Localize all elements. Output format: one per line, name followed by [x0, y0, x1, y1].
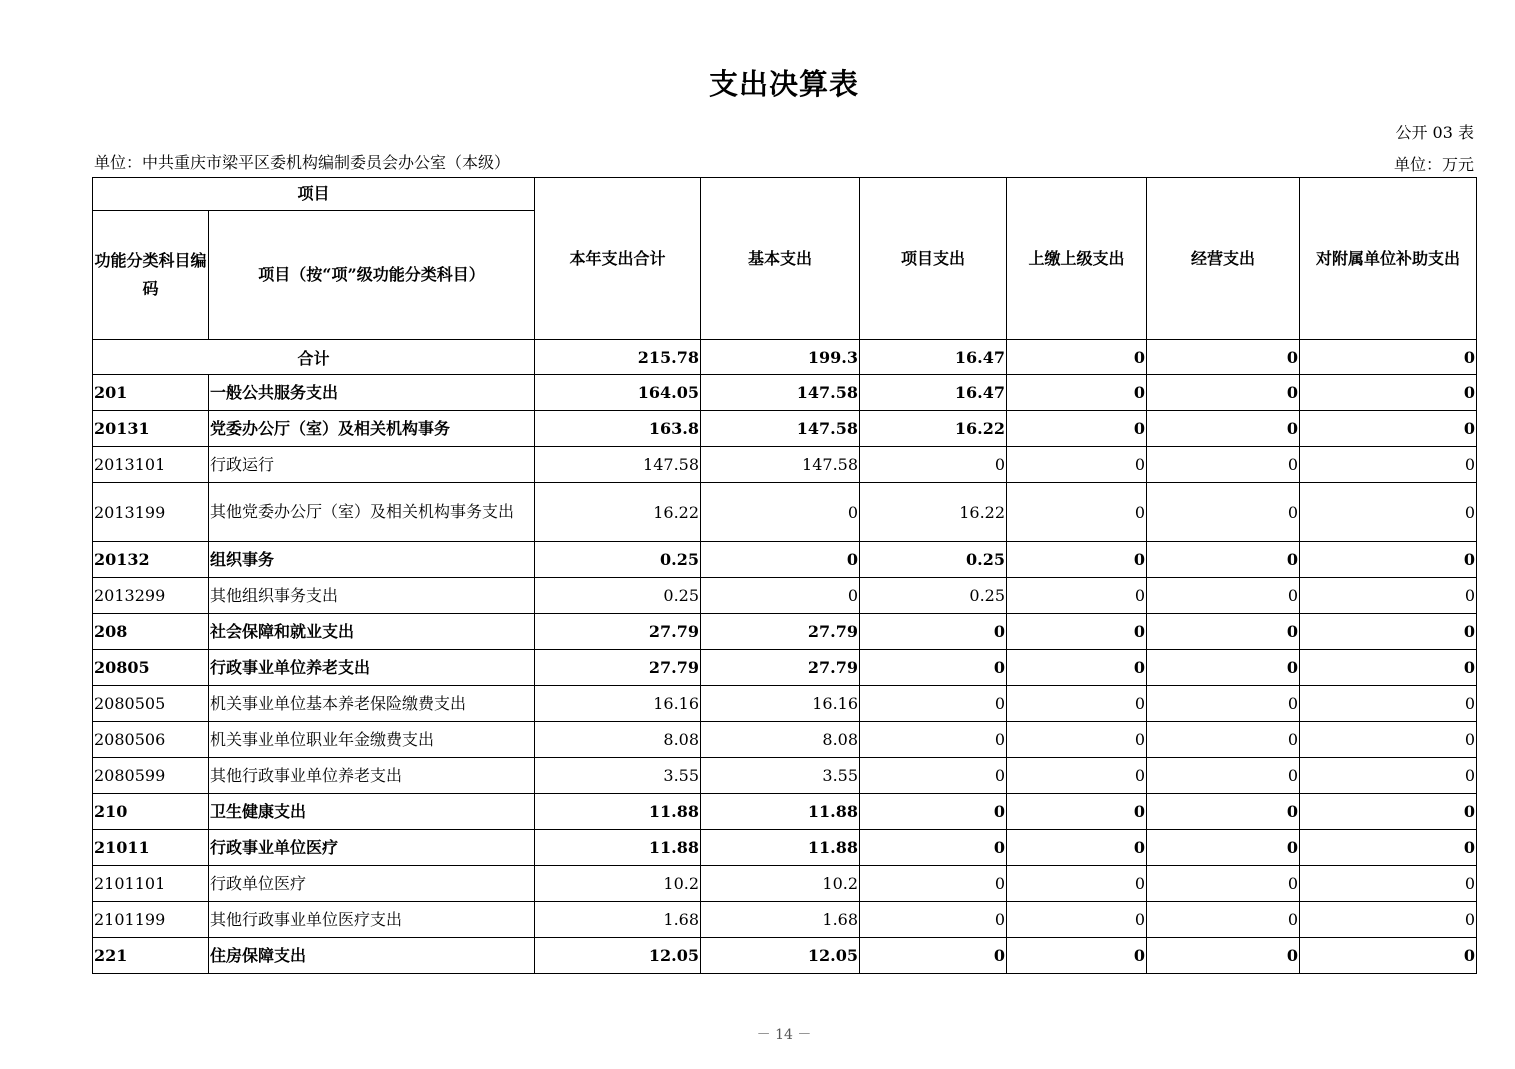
row-name: 其他行政事业单位养老支出: [209, 758, 535, 794]
row-name: 机关事业单位职业年金缴费支出: [209, 722, 535, 758]
row-name: 其他党委办公厅（室）及相关机构事务支出: [209, 483, 535, 542]
row-name: 一般公共服务支出: [209, 375, 535, 411]
row-code: 2080599: [93, 758, 209, 794]
row-code: 2013101: [93, 447, 209, 483]
total-label: 合计: [93, 340, 535, 375]
row-value: 16.16: [535, 686, 701, 722]
row-value: 0: [1300, 686, 1477, 722]
header-project-expenditure: 项目支出: [860, 178, 1007, 340]
row-value: 11.88: [535, 830, 701, 866]
row-value: 0: [1300, 758, 1477, 794]
row-value: 16.22: [860, 483, 1007, 542]
row-value: 0: [1147, 902, 1300, 938]
row-value: 0: [1300, 830, 1477, 866]
row-value: 27.79: [535, 650, 701, 686]
row-value: 0: [1300, 938, 1477, 974]
table-row: [93, 758, 1477, 794]
row-value: 16.16: [701, 686, 860, 722]
currency-unit: 单位：万元: [1393, 155, 1474, 174]
row-name: 其他组织事务支出: [209, 578, 535, 614]
table-body: [93, 340, 1477, 974]
row-value: 0: [1007, 375, 1147, 411]
expenditure-table: [92, 177, 1477, 974]
row-name: 行政事业单位医疗: [209, 830, 535, 866]
document-title: 支出决算表: [708, 67, 859, 101]
row-value: 27.79: [701, 650, 860, 686]
row-value: 0: [1147, 375, 1300, 411]
row-value: 164.05: [535, 375, 701, 411]
row-value: 0: [1007, 830, 1147, 866]
row-value: 0: [1147, 411, 1300, 447]
row-value: 0: [860, 447, 1007, 483]
header-code: 功能分类科目编码: [93, 211, 209, 340]
row-value: 0: [1147, 483, 1300, 542]
row-code: 2013199: [93, 483, 209, 542]
row-value: 147.58: [701, 375, 860, 411]
total-value: 0: [1300, 340, 1477, 375]
table-row: [93, 411, 1477, 447]
row-value: 0.25: [535, 578, 701, 614]
row-value: 0: [1007, 938, 1147, 974]
row-value: 0: [1007, 411, 1147, 447]
row-name: 组织事务: [209, 542, 535, 578]
page-number: － 14 －: [756, 1027, 812, 1043]
row-code: 2080506: [93, 722, 209, 758]
row-value: 0: [860, 866, 1007, 902]
row-value: 0: [1007, 447, 1147, 483]
row-code: 210: [93, 794, 209, 830]
table-row: [93, 686, 1477, 722]
row-value: 0: [1300, 614, 1477, 650]
row-value: 0: [860, 794, 1007, 830]
row-code: 221: [93, 938, 209, 974]
table-row: [93, 722, 1477, 758]
header-upper-level: 上缴上级支出: [1007, 178, 1147, 340]
row-name: 其他行政事业单位医疗支出: [209, 902, 535, 938]
row-value: 0: [1147, 686, 1300, 722]
row-value: 0: [1007, 542, 1147, 578]
row-value: 0: [860, 938, 1007, 974]
row-value: 0: [1147, 614, 1300, 650]
row-code: 2013299: [93, 578, 209, 614]
row-value: 3.55: [535, 758, 701, 794]
row-value: 0: [1007, 902, 1147, 938]
row-value: 0: [1147, 758, 1300, 794]
row-value: 0: [1007, 686, 1147, 722]
total-row: [93, 340, 1477, 375]
row-value: 0: [1147, 447, 1300, 483]
total-value: 215.78: [535, 340, 701, 375]
row-value: 8.08: [701, 722, 860, 758]
row-value: 0: [1300, 578, 1477, 614]
row-code: 21011: [93, 830, 209, 866]
row-value: 11.88: [535, 794, 701, 830]
row-name: 住房保障支出: [209, 938, 535, 974]
row-value: 147.58: [535, 447, 701, 483]
row-value: 0: [860, 614, 1007, 650]
row-value: 0: [1300, 542, 1477, 578]
row-value: 0: [1007, 614, 1147, 650]
row-value: 27.79: [535, 614, 701, 650]
total-value: 16.47: [860, 340, 1007, 375]
row-value: 1.68: [535, 902, 701, 938]
row-value: 0: [860, 722, 1007, 758]
row-name: 行政运行: [209, 447, 535, 483]
table-row: [93, 375, 1477, 411]
table-row: [93, 794, 1477, 830]
row-value: 0: [860, 758, 1007, 794]
row-code: 208: [93, 614, 209, 650]
header-project: 项目: [93, 178, 535, 211]
header-total: 本年支出合计: [535, 178, 701, 340]
row-value: 163.8: [535, 411, 701, 447]
table-row: [93, 614, 1477, 650]
row-value: 0.25: [860, 542, 1007, 578]
row-value: 0: [1147, 542, 1300, 578]
row-value: 0: [1007, 722, 1147, 758]
row-value: 0: [1147, 866, 1300, 902]
row-value: 0: [1300, 447, 1477, 483]
row-code: 20131: [93, 411, 209, 447]
total-value: 0: [1147, 340, 1300, 375]
row-value: 16.47: [860, 375, 1007, 411]
table-row: [93, 938, 1477, 974]
row-name: 党委办公厅（室）及相关机构事务: [209, 411, 535, 447]
row-value: 0: [1007, 650, 1147, 686]
row-value: 0: [1147, 650, 1300, 686]
row-code: 20132: [93, 542, 209, 578]
row-value: 0: [1300, 902, 1477, 938]
row-value: 0: [1007, 794, 1147, 830]
table-row: [93, 866, 1477, 902]
header-business: 经营支出: [1147, 178, 1300, 340]
table-row: [93, 830, 1477, 866]
table-row: [93, 447, 1477, 483]
row-value: 0: [1147, 578, 1300, 614]
row-value: 0: [1300, 483, 1477, 542]
total-value: 199.3: [701, 340, 860, 375]
row-value: 1.68: [701, 902, 860, 938]
row-value: 27.79: [701, 614, 860, 650]
row-value: 10.2: [701, 866, 860, 902]
row-value: 0: [1007, 758, 1147, 794]
row-value: 0: [1300, 722, 1477, 758]
reporting-unit: 单位：中共重庆市梁平区委机构编制委员会办公室（本级）: [94, 153, 511, 172]
row-value: 0: [860, 650, 1007, 686]
row-code: 2080505: [93, 686, 209, 722]
row-value: 10.2: [535, 866, 701, 902]
form-number: 公开 03 表: [1395, 123, 1474, 142]
table-row: [93, 902, 1477, 938]
row-value: 3.55: [701, 758, 860, 794]
row-value: 8.08: [535, 722, 701, 758]
row-value: 16.22: [535, 483, 701, 542]
row-value: 0: [1007, 578, 1147, 614]
row-code: 201: [93, 375, 209, 411]
row-value: 0.25: [860, 578, 1007, 614]
row-value: 0: [1007, 483, 1147, 542]
header-basic: 基本支出: [701, 178, 860, 340]
row-value: 0: [860, 902, 1007, 938]
row-value: 0.25: [535, 542, 701, 578]
row-code: 2101101: [93, 866, 209, 902]
row-value: 0: [1300, 375, 1477, 411]
row-name: 行政事业单位养老支出: [209, 650, 535, 686]
header-subsidy: 对附属单位补助支出: [1300, 178, 1477, 340]
row-value: 0: [1147, 794, 1300, 830]
row-value: 0: [1007, 866, 1147, 902]
row-value: 0: [860, 830, 1007, 866]
row-name: 社会保障和就业支出: [209, 614, 535, 650]
row-value: 0: [1300, 650, 1477, 686]
row-code: 20805: [93, 650, 209, 686]
table-row: [93, 578, 1477, 614]
row-value: 12.05: [535, 938, 701, 974]
row-value: 0: [701, 578, 860, 614]
row-value: 0: [1147, 938, 1300, 974]
row-value: 0: [1147, 830, 1300, 866]
row-value: 0: [1300, 411, 1477, 447]
row-value: 147.58: [701, 411, 860, 447]
row-name: 机关事业单位基本养老保险缴费支出: [209, 686, 535, 722]
row-value: 0: [860, 686, 1007, 722]
row-name: 卫生健康支出: [209, 794, 535, 830]
row-value: 0: [701, 483, 860, 542]
table-row: [93, 483, 1477, 542]
row-value: 11.88: [701, 830, 860, 866]
table-row: [93, 542, 1477, 578]
row-name: 行政单位医疗: [209, 866, 535, 902]
row-value: 0: [1147, 722, 1300, 758]
row-value: 0: [1300, 866, 1477, 902]
row-value: 11.88: [701, 794, 860, 830]
row-value: 0: [1300, 794, 1477, 830]
row-value: 0: [701, 542, 860, 578]
total-value: 0: [1007, 340, 1147, 375]
row-value: 12.05: [701, 938, 860, 974]
row-value: 147.58: [701, 447, 860, 483]
table-row: [93, 650, 1477, 686]
header-name: 项目（按“项”级功能分类科目）: [209, 211, 535, 340]
row-code: 2101199: [93, 902, 209, 938]
row-value: 16.22: [860, 411, 1007, 447]
